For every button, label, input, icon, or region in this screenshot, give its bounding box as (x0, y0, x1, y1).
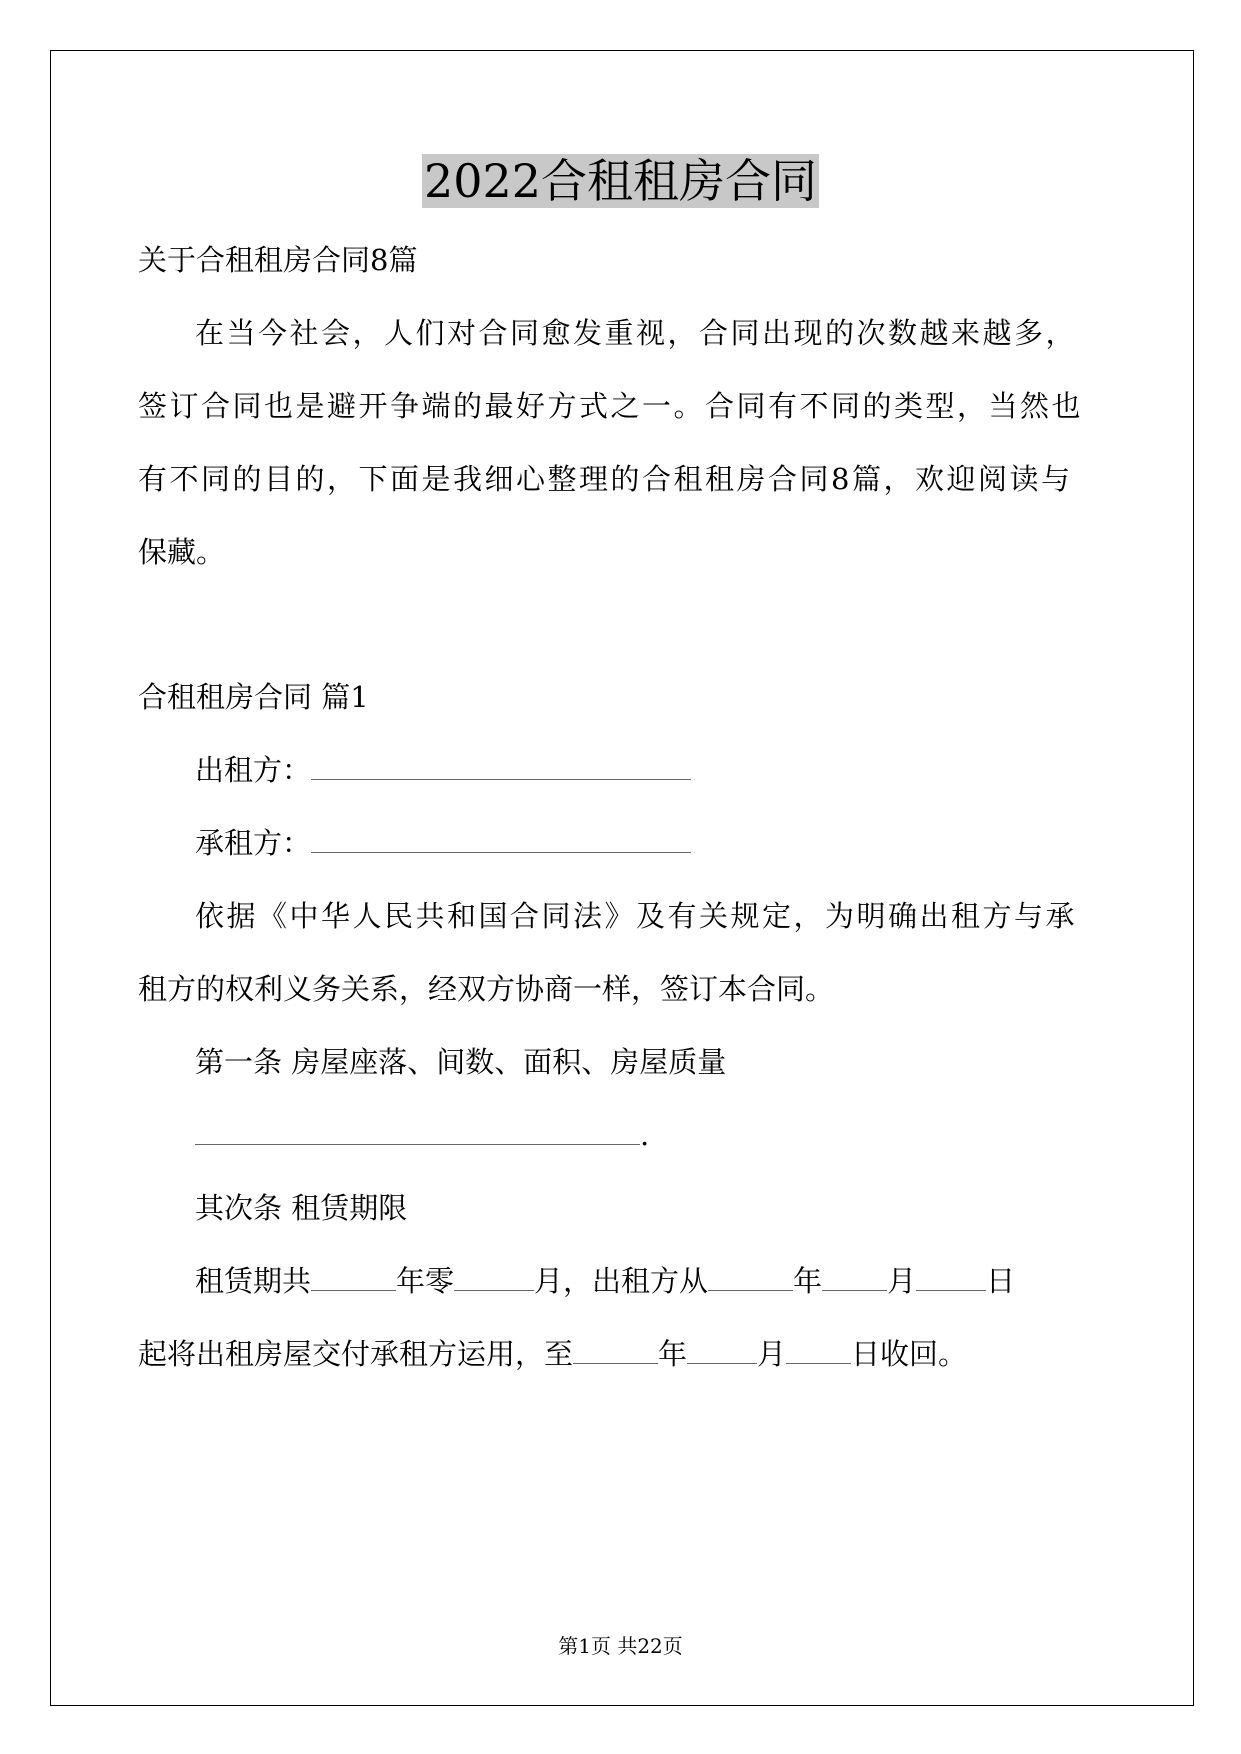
intro-line-2: 签订合同也是避开争端的最好方式之一。合同有不同的类型，当然也 (138, 389, 1084, 423)
term-text-4: 年 (793, 1264, 823, 1298)
intro-line-3: 有不同的目的，下面是我细心整理的合租租房合同8篇，欢迎阅读与 (138, 462, 1073, 496)
lessor-blank (311, 755, 691, 780)
term-text-2: 年零 (396, 1264, 455, 1298)
basis-line-2: 租方的权利义务关系，经双方协商一样，签订本合同。 (138, 972, 835, 1006)
article-1-blank (195, 1120, 640, 1145)
term-text-9: 月 (757, 1337, 787, 1371)
article-2: 其次条 租赁期限 (195, 1191, 408, 1225)
basis-line-1: 依据《中华人民共和国合同法》及有关规定，为明确出租方与承 (195, 899, 1078, 933)
term-text-7: 起将出租房屋交付承租方运用，至 (138, 1337, 574, 1371)
term-line-2 (138, 1334, 967, 1374)
intro-line-1: 在当今社会，人们对合同愈发重视，合同出现的次数越来越多， (195, 316, 1078, 350)
page-border (50, 50, 1194, 1706)
start-day-blank (916, 1266, 986, 1291)
lessee-line (195, 823, 691, 863)
document-title: 2022合租租房合同 (423, 154, 818, 208)
term-years-blank (311, 1266, 396, 1291)
lessee-label: 承租方： (195, 826, 312, 860)
term-text-10: 日收回。 (851, 1337, 968, 1371)
start-month-blank (822, 1266, 887, 1291)
term-text-8: 年 (658, 1337, 688, 1371)
intro-line-4: 保藏。 (138, 535, 226, 569)
start-year-blank (708, 1266, 793, 1291)
end-day-blank (786, 1339, 851, 1364)
lessor-label: 出租方： (195, 753, 312, 787)
end-year-blank (573, 1339, 658, 1364)
term-text-3: 月，出租方从 (534, 1264, 709, 1298)
article-1-blank-line (195, 1115, 649, 1155)
subtitle: 关于合租租房合同8篇 (138, 243, 418, 277)
term-text-5: 月 (887, 1264, 917, 1298)
page-footer: 第1页 共22页 (558, 1634, 683, 1658)
term-text-6: 日 (986, 1264, 1016, 1298)
article-1-end: . (640, 1118, 650, 1152)
term-text-1: 租赁期共 (195, 1264, 312, 1298)
section-title: 合租租房合同 篇1 (138, 680, 369, 714)
term-months-blank (454, 1266, 534, 1291)
end-month-blank (687, 1339, 757, 1364)
lessor-line (195, 750, 691, 790)
article-1: 第一条 房屋座落、间数、面积、房屋质量 (195, 1045, 727, 1079)
lessee-blank (311, 828, 691, 853)
term-line-1 (195, 1261, 1015, 1301)
